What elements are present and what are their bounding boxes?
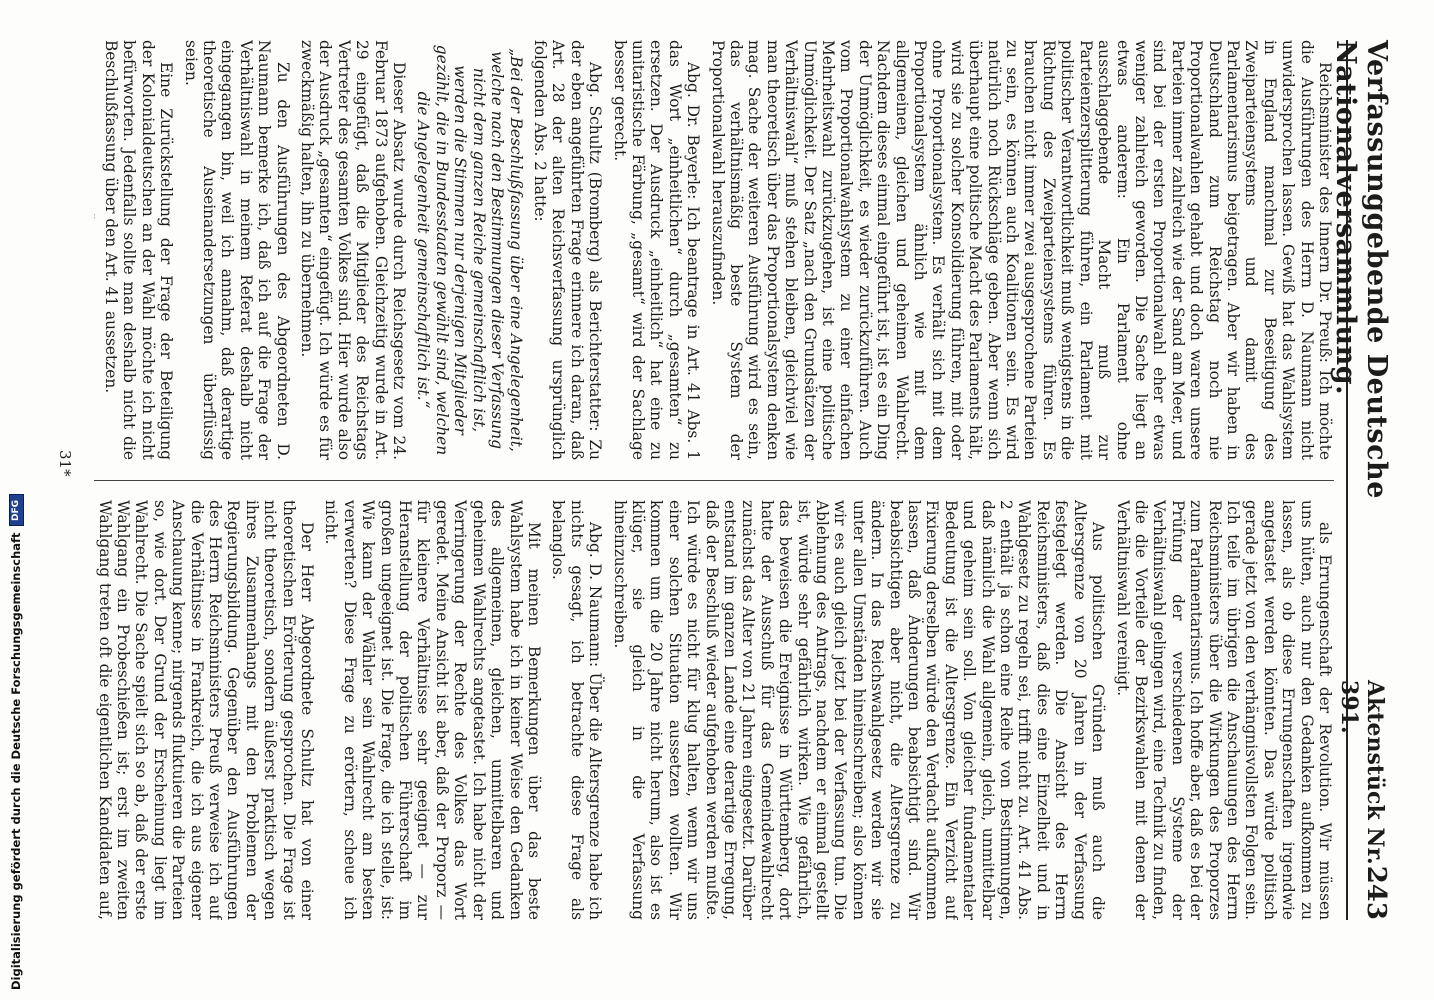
paragraph: Abg. Schultz (Bromberg) als Berichterstatter: Zu der eben angeführten Frage erinnere ich daran, daß Art. 28 der alten Reichsverfassung ursprünglich folgenden Abs. 2 hatte:: [530, 40, 605, 460]
header-left: [1330, 40, 1392, 662]
paragraph: Mit meinen Bemerkungen über das beste Wahlsystem habe ich in keiner Weise den Gedanken des allgemeinen, gleichen, unmittelbaren und geheimen Wahlrechts angetastet. Ich habe nicht der Verringerung der Rechte des Volkes das Wort geredet. Meine Ansicht ist aber, daß der Proporz — für kleinere Verhältnisse sehr geeignet — zur Heranstellung der politischen Führerschaft im großen ungeeignet ist. Die Frage, die ich stelle, ist: Wie kann der Wähler sein Wahlrecht am besten verwerten? Diese Frage zu erörtern, scheue ich nicht.: [322, 500, 543, 920]
signature-mark: 31*: [56, 450, 74, 477]
paragraph: Abg. Dr. Beyerle: Ich beantrage in Art. 41 Abs. 1 das Wort „einheitlichen“ durch „gesamten“ zu ersetzen. Der Ausdruck „einheitlich“ hat eine zu unitaristische Färbung, „gesamt“ wird der Sachlage besser gerecht.: [610, 40, 703, 460]
paragraph: Zu den Ausführungen des Abgeordneten D. Naumann bemerke ich, daß ich auf die Frage der Verhältniswahl in meinem Referat deshalb nicht eingegangen bin, weil ich annahm, daß derartige theoretische Auseinandersetzungen überflüssig seien.: [181, 40, 292, 460]
paragraph: Der Herr Abgeordnete Schultz hat von einer theoretischen Erörterung gesprochen. Die Frage ist nicht theoretisch, sondern äußerst praktisch wegen ihres Zusammenhangs mit den Problemen der Regierungsbildung. Gegenüber den Ausführungen des Herrn Reichsministers Preuß verweise ich auf die Verhältnisse in Frankreich, die ich aus eigener Anschauung kenne; nirgends fluktuieren die Parteien so, wie dort. Der Grund der Erscheinung liegt im Wahlrecht. Die Sache spielt sich so ab, daß der erste Wahlgang ein Probeschießen ist; erst im zweiten Wahlgang treten oft die eigentlichen Kandidaten auf,: [95, 500, 317, 920]
right-column: [94, 500, 1334, 920]
text-columns: [94, 40, 1334, 920]
credit-text: Digitalisierung gefördert durch die Deutsche Forschungsgemeinschaft: [9, 532, 23, 990]
paragraph: „Bei der Beschlußfassung über eine Angelegenheit, welche nach den Bestimmungen dieser Verfassung nicht dem ganzen Reiche gemeinschaftlich ist, werden die Stimmen nur derjenigen Mitglieder gezählt, die in Bundesstaaten gewählt sind, welchen die Angelegenheit gemeinschaftlich ist.“: [414, 44, 525, 456]
paragraph: Dieser Absatz wurde durch Reichsgesetz vom 24. Februar 1873 aufgehoben. Gleichzeitig wurde in Art. 29 eingefügt, daß die Mitglieder des Reichstags Vertreter des gesamten Volkes sind. Hier wurde also der Ausdruck „gesamten“ eingefügt. Ich würde es für zweckmäßig halten, ihn zu übernehmen.: [298, 40, 409, 460]
paragraph: Abg. D. Naumann: Über die Altersgrenze habe ich nichts gesagt, ich betrachte diese Frage als belanglos.: [549, 500, 605, 920]
paragraph: als Errungenschaft der Revolution. Wir müssen uns hüten, auch nur den Gedanken aufkommen zu lassen, als ob diese Errungenschaften irgendwie angetastet werden könnten. Das würde politisch gerade jetzt von den verhängnisvollsten Folgen sein. Ich teile im übrigen die Anschauungen des Herrn Reichsministers über die Wirkungen des Proporzes zum Parlamentarismus. Ich hoffe aber, daß es bei der Prüfung der verschiedenen Systeme der Verhältniswahl gelingen wird, eine Technik zu finden, die die Vorteile der Bezirkswahlen mit denen der Verhältniswahl vereinigt.: [1113, 500, 1334, 920]
page-title: Verfassunggebende Deutsche Nationalversammlung.: [1330, 40, 1392, 499]
paragraph: Aus politischen Gründen muß auch die Altersgrenze von 20 Jahren in der Verfassung festgelegt werden. Die Ansicht des Herrn Reichsministers, daß dies eine Einzelheit und in Wahlgesetz zu regeln sei, trifft nicht zu. Art. 41 Abs. 2 enthält ja schon eine Reihe von Bestimmungen, daß nämlich die Wahl allgemein, gleich, unmittelbar und geheim sein soll. Von gleicher fundamentaler Bedeutung ist die Altersgrenze. Ein Verzicht auf Fixierung derselben würde den Verdacht aufkommen lassen, daß Änderungen beabsichtigt sind. Wir beabsichtigen aber nicht, die Altersgrenze zu ändern. In das Reichswahlgesetz werden wir sie unter allen Umständen hineinschreiben; also können wir es auch gleich jetzt bei der Verfassung tun. Die Ablehnung des Antrags, nachdem er einmal gestellt ist, würde sehr gefährlich wirken. Wie gefährlich, das beweisen die Ereignisse in Württemberg, dort hatte der Ausschuß für das Gemeindewahlrecht zunächst das Alter von 21 Jahren eingesetzt. Darüber entstand im ganzen Lande eine derartige Erregung, daß der Beschluß wieder aufgehoben werden mußte. Ich würde es nicht für klug halten, wenn wir uns einer solchen Situation aussetzen wollten. Wir kommen um die 20 Jahre nicht herum, also ist es klüger, sie gleich in die Verfassung hineinzuschreiben.: [610, 500, 1108, 920]
page-number: 243: [1361, 865, 1391, 920]
document-number: Aktenstück Nr. 391.: [1336, 680, 1388, 865]
digitization-credit: [4, 0, 28, 990]
paragraph: Eine Zurückstellung der Frage der Beteiligung der Kolonialdeutschen an der Wahl möchte ich nicht befürworten. Jedenfalls sollte man deshalb nicht die Beschlußfassung über den Art. 41 aussetzen.: [102, 40, 176, 460]
column-divider: [94, 480, 1334, 481]
dfg-logo-icon: DFG: [9, 494, 24, 526]
left-column: [94, 40, 1334, 460]
paragraph: Reichsminister des Innern Dr. Preuß: Ich möchte die Ausführungen des Herrn D. Naumann nicht unwidersprochen lassen. Gewiß hat das Wahlsystem in England manchmal zur Beseitigung des Zweiparteiensystems und damit des Parlamentarismus beigetragen. Aber wir haben in Deutschland zum Reichstag noch nie Proportionalwahlen gehabt und doch waren unsere Parteien immer zahlreich wie der Sand am Meer, und sind bei der ersten Proportionalwahl eher etwas weniger zahlreich geworden. Die Sache liegt an etwas anderem: Ein Parlament ohne ausschlaggebende Macht muß zur Parteienzersplitterung führen, ein Parlament mit politischer Verantwortlichkeit muß wenigstens in die Richtung des Zweiparteiensystems führen. Es brauchen nicht immer zwei ausgesprochene Parteien zu sein, es können auch Koalitionen sein. Es wird natürlich noch Rückschläge geben. Aber wenn sich überhaupt eine politische Macht des Parlaments hält, wird sie zu solcher Konsolidierung führen, mit oder ohne Proportionalsystem. Es verhält sich mit dem Proportionalsystem ähnlich wie mit dem allgemeinen, gleichen und geheimen Wahlrecht. Nachdem dieses einmal eingeführt ist, ist es ein Ding der Unmöglichkeit, es wieder zurückzuführen. Auch vom Proportionalwahlsystem zu einer einfachen Mehrheitswahl zurückzugehen, ist eine politische Unmöglichkeit. Der Satz „nach den Grundsätzen der Verhältniswahl“ muß stehen bleiben, gleichviel wie man theoretisch über das Proportionalsystem denken mag. Sache der weiteren Ausführung wird es sein, das verhältnismäßig beste System der Proportionalwahl herauszufinden.: [708, 40, 1334, 460]
paragraph: [94, 40, 96, 460]
page-header: [1330, 40, 1392, 920]
